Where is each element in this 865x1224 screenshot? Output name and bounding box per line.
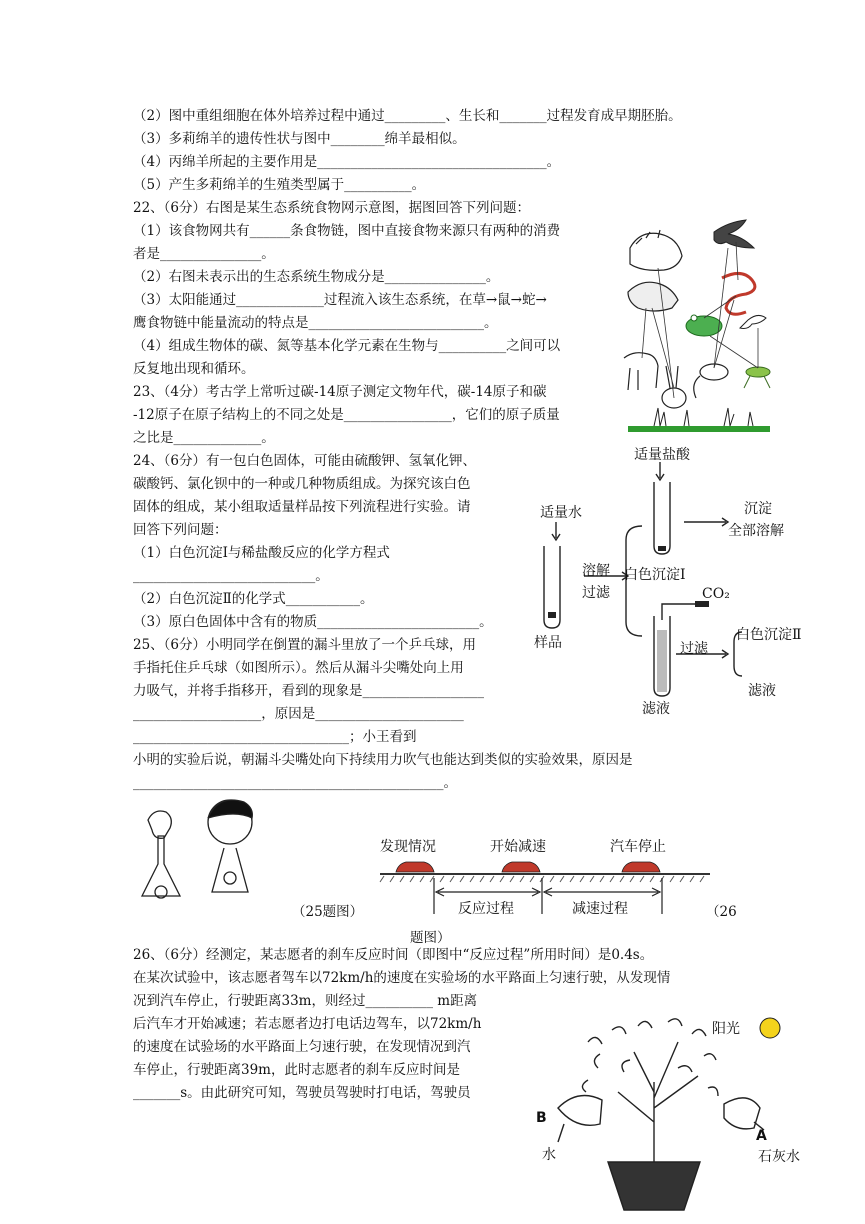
text-line: ___________________，原因是______________________ [133,706,464,722]
label-ppt-note2: 全部溶解 [728,523,784,539]
ping-pong-ball-right [224,872,236,884]
label-ppt1: 白色沉淀Ⅰ [624,567,686,583]
text-line: ________________________________；小王看到 [133,729,417,745]
label-lime-water: 石灰水 [758,1149,800,1165]
label-filter2: 过滤 [680,641,708,657]
tiger-icon [630,230,682,270]
label-co2: CO₂ [702,586,730,602]
text-line: ______________________________________________。 [133,775,457,791]
label-filter: 过滤 [582,585,610,601]
grass-tufts [654,408,753,426]
caption-fig26-cont: 题图） [410,930,451,946]
text-line: 在某次试验中，该志愿者驾车以72km/h的速度在实验场的水平路面上匀速行驶，从发现情 [133,970,671,986]
label-ppt-note1: 沉淀 [744,501,772,517]
braking-figure [378,828,738,924]
filtrate-liquid [657,630,667,692]
label-sun: 阳光 [712,1021,740,1037]
label-a: A [756,1128,767,1144]
label-ppt2: 白色沉淀Ⅱ [736,627,802,643]
food-web-figure [618,208,776,436]
funnel-left [142,836,180,896]
bag-a [724,1098,760,1129]
grass-ground [628,426,770,432]
hand-left [148,811,171,838]
funnel-figure [132,796,272,912]
sample-solid [548,612,556,618]
caption-fig26: （26 [706,904,737,920]
text-line: 者是_______________。 [133,246,275,262]
grasshopper-icon [744,367,770,388]
text-line: 22、（6分）右图是某生态系统食物网示意图，据图回答下列问题： [133,200,531,216]
text-line: 手指托住乒乓球（如图所示）。然后从漏斗尖嘴处向上用 [133,660,464,676]
text-line: 26、（6分）经测定，某志愿者的刹车反应时间（即图中“反应过程”所用时间）是0.4s。 [133,947,654,963]
car-stop [622,862,660,872]
label-hcl: 适量盐酸 [634,447,690,463]
text-line: （2）图中重组细胞在体外培养过程中通过_________、生长和_______过程发育成早期胚胎。 [133,108,682,124]
caption-fig25: （25题图） [292,904,364,920]
funnel-right [212,848,248,892]
text-line: （5）产生多莉绵羊的生殖类型属于__________。 [133,177,426,193]
text-line: （1）白色沉淀Ⅰ与稀盐酸反应的化学方程式 [133,545,390,561]
text-line: （2）白色沉淀Ⅱ的化学式___________。 [133,591,374,607]
deer-icon [624,353,658,390]
text-line: （4）丙绵羊所起的主要作用是__________________________________。 [133,154,561,170]
text-line: （2）右图未表示出的生态系统生物成分是_______________。 [133,269,500,285]
text-line: 后汽车才开始减速；若志愿者边打电话边驾车，以72km/h [133,1016,482,1032]
label-water: 适量水 [540,505,582,521]
label-dissolve: 溶解 [582,563,610,579]
text-line: -12原子在原子结构上的不同之处是________________，它们的原子质量 [133,407,560,423]
text-line: 24、（6分）有一包白色固体，可能由硫酸钾、氢氧化钾、 [133,453,477,469]
text-line: 小明的实验后说，朝漏斗尖嘴处向下持续用力吹气也能达到类似的实验效果，原因是 [133,752,633,768]
text-line: （3）原白色固体中含有的物质________________________。 [133,614,493,630]
text-line: ___________________________。 [133,568,329,584]
car-found [396,862,434,872]
car-start [502,862,540,872]
frog-icon [686,315,722,336]
text-line: 的速度在试验场的水平路面上匀速行驶，在发现情况到汽 [133,1039,471,1055]
text-line: _______s。由此研究可知，驾驶员驾驶时打电话，驾驶员 [133,1085,471,1101]
tube-water [558,1124,564,1142]
mouse-icon [694,364,728,398]
text-line: 况到汽车停止，行驶距离33m，则经过__________ m距离 [133,993,478,1009]
text-line: （3）太阳能通过_____________过程流入该生态系统，在草→鼠→蛇→ [133,292,547,308]
text-line: 23、（4分）考古学上常听过碳-14原子测定文物年代，碳-14原子和碳 [133,384,547,400]
text-line: 之比是_____________。 [133,430,275,446]
text-line: 回答下列问题： [133,522,228,538]
bag-b [558,1096,602,1126]
label-start-braking: 开始减速 [490,839,546,855]
plant-figure-drawing [528,1012,818,1220]
text-line: 固体的组成，某小组取适量样品按下列流程进行实验。请 [133,499,471,515]
text-line: 力吸气，并将手指移开，看到的现象是__________________ [133,683,484,699]
experiment-flowchart [530,440,840,720]
plant-figure [528,1012,818,1220]
text-line: 车停止，行驶距离39m，此时志愿者的刹车反应时间是 [133,1062,460,1078]
label-sample: 样品 [534,635,562,651]
bird-icon [740,315,766,328]
label-filtrate-out: 滤液 [748,683,776,699]
snake-icon [722,273,755,314]
text-line: 反复地出现和循环。 [133,361,255,377]
text-line: 25、（6分）小明同学在倒置的漏斗里放了一个乒乓球，用 [133,637,477,653]
text-line: 碳酸钙、氯化钡中的一种或几种物质组成。为探究该白色 [133,476,471,492]
wolf-icon [628,282,678,311]
precipitate [658,546,666,551]
label-car-stop: 汽车停止 [610,839,666,855]
label-water-plant: 水 [542,1147,556,1163]
text-line: 鹰食物链中能量流动的特点是__________________________。 [133,315,498,331]
label-filtrate: 滤液 [642,701,670,717]
label-braking: 减速过程 [572,901,628,917]
label-b: B [536,1110,547,1126]
text-line: （4）组成生物体的碳、氮等基本化学元素在生物与__________之间可以 [133,338,561,354]
eagle-icon [714,220,754,248]
text-line: （1）该食物网共有______条食物链，图中直接食物来源只有两种的消费 [133,223,561,239]
sun-icon [760,1018,780,1038]
flower-pot [608,1162,700,1210]
text-line: （3）多莉绵羊的遗传性状与图中________绵羊最相似。 [133,131,466,147]
label-reaction: 反应过程 [458,901,514,917]
label-found: 发现情况 [380,839,436,855]
